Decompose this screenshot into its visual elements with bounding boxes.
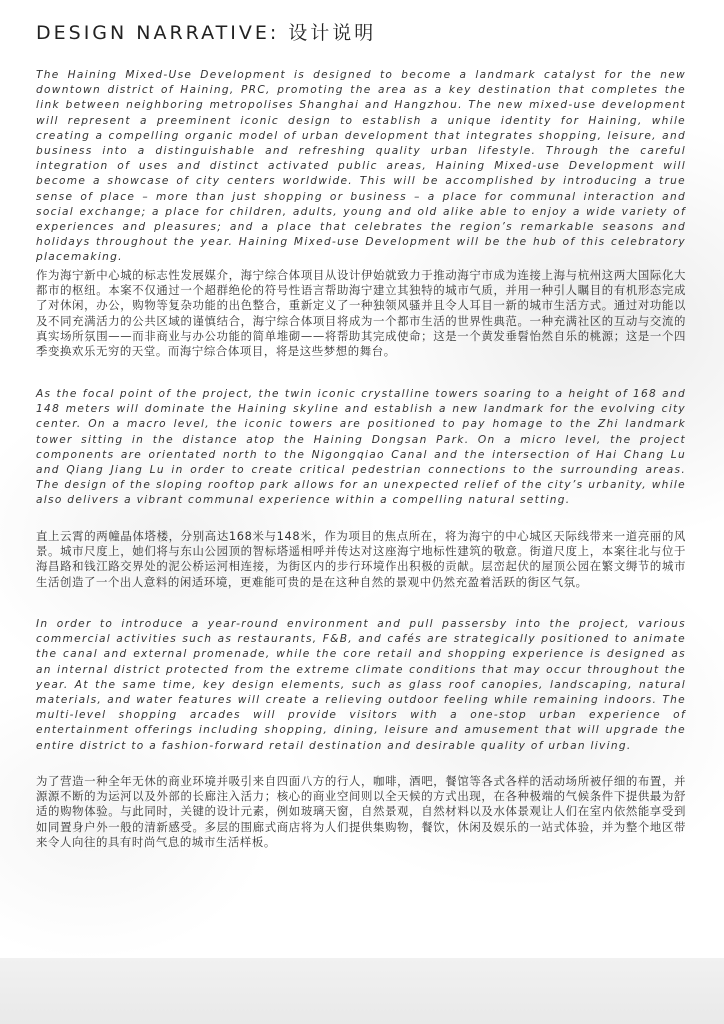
narrative-paragraph-en-1: The Haining Mixed-Use Development is designed to become a landmark catalyst for the new downtown district of Haining, PRC, promoting the area as a key destination that completes the link between neighboring metropolises Shanghai and Hangzhou. The new mixed-use development will represent a preeminent iconic design to establish a unique identity for Haining, while creating a compelling organic model of urban development that integrates shopping, leisure, and business into a distinguishable and refreshing quality urban lifestyle. Through the careful integration of uses and distinct activated public areas, Haining Mixed-use Development will become a showcase of city centers worldwide. This will be accomplished by introducing a true sense of place – more than just shopping or business – a place for communal interaction and social exchange; a place for children, adults, young and old alike able to enjoy a wide variety of experiences and pleasures; and a place that celebrates the region’s remarkable seasons and holidays throughout the year. Haining Mixed-use Development will be the hub of this celebratory placemaking. [36,69,686,264]
narrative-paragraph-en-2: As the focal point of the project, the twin iconic crystalline towers soaring to a height of 168 and 148 meters will dominate the Haining skyline and establish a new landmark for the evolving city center. On a macro level, the iconic towers are positioned to pay homage to the Zhi landmark tower sitting in the distance atop the Haining Dongsan Park. On a micro level, the project components are orientated north to the Nigongqiao Canal and the intersection of Hai Chang Lu and Qiang Jiang Lu in order to create critical pedestrian connections to the surrounding areas. The design of the sloping rooftop park allows for an unexpected relief of the city’s urbanity, while also delivers a vibrant communal experience within a compelling natural setting. [36,388,686,507]
footer-band [0,958,724,1024]
narrative-paragraph-zh-2: 直上云霄的两幢晶体塔楼，分别高达168米与148米，作为项目的焦点所在，将为海宁的中心城区天际线带来一道亮丽的风景。城市尺度上，她们将与东山公园顶的智标塔遥相呼并传达对这座海宁地标性建筑的敬意。街道尺度上，本案往北与位于海昌路和钱江路交界处的泥公桥运河相连接，为街区内的步行环境作出积极的贡献。层峦起伏的屋顶公园在繁文缛节的城市生活创造了一个出人意料的闲适环境，更难能可贵的是在这种自然的景观中仍然充盈着活跃的街区气氛。 [36,529,686,589]
page-title: DESIGN NARRATIVE: 设计说明 [36,22,377,44]
narrative-paragraph-en-3: In order to introduce a year-round environment and pull passersby into the project, various commercial activities such as restaurants, F&B, and cafés are strategically positioned to animate the canal and external promenade, while the core retail and shopping experience is designed as an internal district protected from the extreme climate conditions that may occur throughout the year. At the same time, key design elements, such as glass roof canopies, landscaping, natural materials, and water features will create a relieving outdoor feeling while remaining indoors. The multi-level shopping arcades will provide visitors with a one-stop urban experience of entertainment offerings including shopping, dining, leisure and amusement that will upgrade the entire district to a fashion-forward retail destination and desirable quality of urban living. [36,618,686,752]
narrative-paragraph-zh-1: 作为海宁新中心城的标志性发展媒介，海宁综合体项目从设计伊始就致力于推动海宁市成为连接上海与杭州这两大国际化大都市的枢纽。本案不仅通过一个超群绝伦的符号性语言帮助海宁建立其独特的城市气质，并用一种引人瞩目的有机形态完成了对休闲，办公，购物等复杂功能的出色整合，重新定义了一种独领风骚并且令人耳目一新的城市生活方式。通过对功能以及不同充满活力的公共区域的谨慎结合，海宁综合体项目将成为一个都市生活的世界性典范。一种充满社区的互动与交流的真实场所氛围——而非商业与办公功能的简单堆砌——将帮助其完成使命；这是一个黄发垂髫怡然自乐的桃源；这是一个四季变换欢乐无穷的天堂。而海宁综合体项目，将是这些梦想的舞台。 [36,268,686,359]
narrative-paragraph-zh-3: 为了营造一种全年无休的商业环境并吸引来自四面八方的行人，咖啡，酒吧，餐馆等各式各样的活动场所被仔细的布置，并源源不断的为运河以及外部的长廊注入活力；核心的商业空间则以全天候的方式出现，在各种极端的气候条件下提供最为舒适的购物体验。与此同时，关键的设计元素，例如玻璃天窗，自然景观，自然材料以及水体景观让人们在室内依然能享受到如同置身户外一般的清新感受。多层的围廊式商店将为人们提供集购物，餐饮，休闲及娱乐的一站式体验，并为整个地区带来令人向往的具有时尚气息的城市生活样板。 [36,774,686,849]
